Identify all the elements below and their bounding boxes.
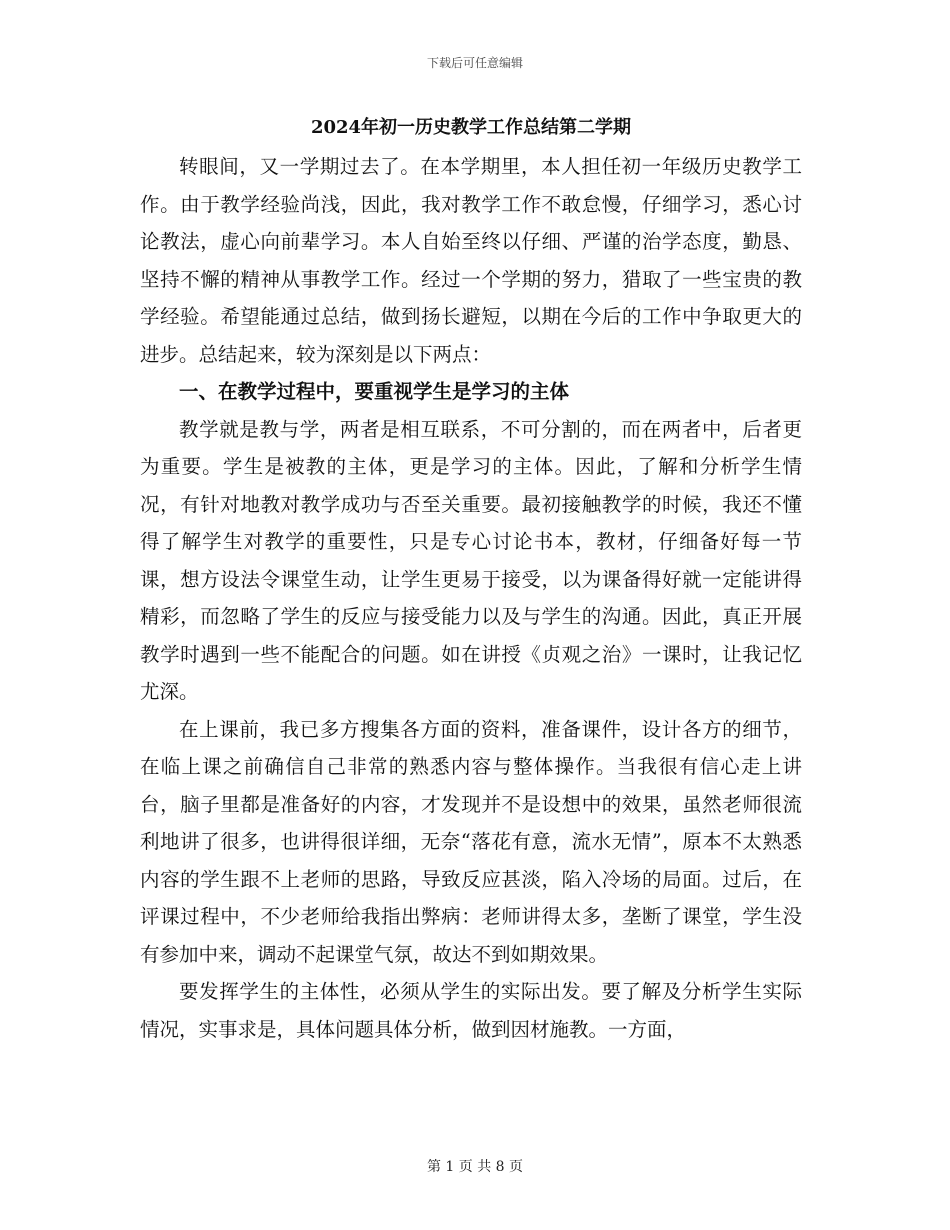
header-note: 下载后可任意编辑 — [426, 56, 523, 70]
document-body — [140, 112, 802, 1048]
document-title: 2024年初一历史教学工作总结第二学期 — [310, 117, 632, 138]
paragraph-student-subjectivity: 要发挥学生的主体性，必须从学生的实际出发。要了解及分析学生实际情况，实事求是，具体问题具体分析，做到因材施教。一方面， — [140, 980, 802, 1041]
paragraph-intro: 转眼间，又一学期过去了。在本学期里，本人担任初一年级历史教学工作。由于教学经验尚浅，因此，我对教学工作不敢怠慢，仔细学习，悉心讨论教法，虚心向前辈学习。本人自始至终以仔细、严谨的治学态度，勤恳、坚持不懈的精神从事教学工作。经过一个学期的努力，猎取了一些宝贵的教学经验。希望能通过总结，做到扬长避短，以期在今后的工作中争取更大的进步。总结起来，较为深刻是以下两点： — [140, 155, 802, 366]
paragraph-lesson-experience: 在上课前，我已多方搜集各方面的资料，准备课件，设计各方的细节，在临上课之前确信自己非常的熟悉内容与整体操作。当我很有信心走上讲台，脑子里都是准备好的内容，才发现并不是设想中的效果，虽然老师很流利地讲了很多，也讲得很详细，无奈“落花有意，流水无情”，原本不太熟悉内容的学生跟不上老师的思路，导致反应甚淡，陷入冷场的局面。过后，在评课过程中，不少老师给我指出弊病：老师讲得太多，垄断了课堂，学生没有参加中来，调动不起课堂气氛，故达不到如期效果。 — [140, 717, 802, 966]
section-heading-1: 一、在教学过程中，要重视学生是学习的主体 — [179, 380, 570, 403]
paragraph-teaching-and-learning: 教学就是教与学，两者是相互联系，不可分割的，而在两者中，后者更为重要。学生是被教的主体，更是学习的主体。因此，了解和分析学生情况，有针对地教对教学成功与否至关重要。最初接触教学的时候，我还不懂得了解学生对教学的重要性，只是专心讨论书本，教材，仔细备好每一节课，想方设法令课堂生动，让学生更易于接受，以为课备得好就一定能讲得精彩，而忽略了学生的反应与接受能力以及与学生的沟通。因此，真正开展教学时遇到一些不能配合的问题。如在讲授《贞观之治》一课时，让我记忆尤深。 — [140, 417, 802, 703]
page-number: 第 1 页 共 8 页 — [426, 1159, 524, 1175]
